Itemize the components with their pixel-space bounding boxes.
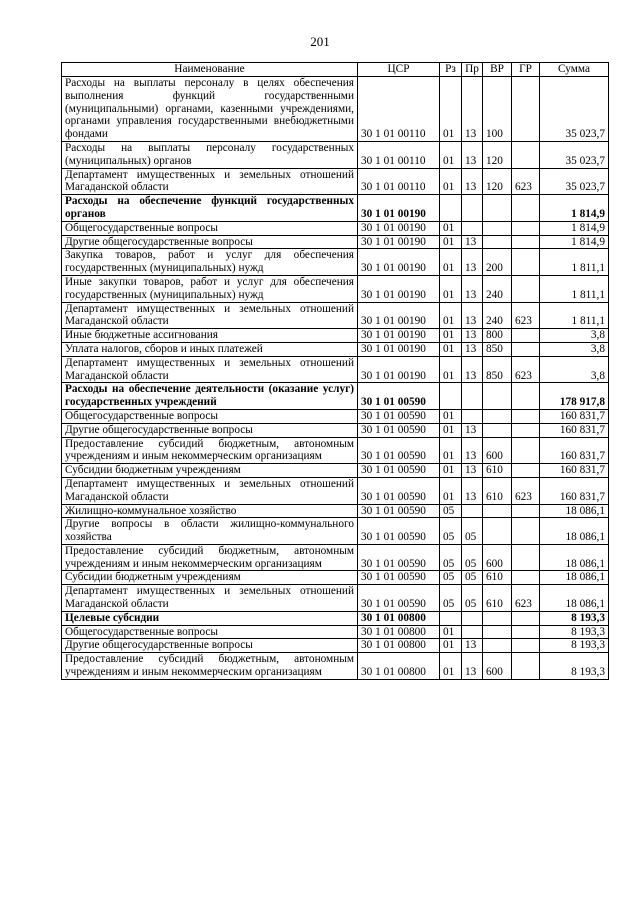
row-rz-cell: 05: [440, 571, 462, 585]
row-vr-cell: [483, 639, 512, 653]
table-row: [62, 518, 609, 545]
row-vr-cell: 240: [483, 302, 512, 329]
table-row: [62, 653, 609, 680]
row-name-cell: Департамент имущественных и земельных отношений Магаданской области: [62, 168, 358, 195]
table-row: [62, 437, 609, 464]
row-sum-cell: 18 086,1: [540, 571, 609, 585]
row-gr-cell: [512, 141, 540, 168]
table-row: [62, 423, 609, 437]
row-sum-cell: 8 193,3: [540, 639, 609, 653]
row-csr-cell: 30 1 01 00590: [358, 518, 440, 545]
row-sum-cell: 160 831,7: [540, 423, 609, 437]
row-vr-cell: 200: [483, 249, 512, 276]
row-gr-cell: [512, 437, 540, 464]
row-pr-cell: 13: [462, 235, 483, 249]
row-sum-cell: 1 811,1: [540, 275, 609, 302]
row-vr-cell: [483, 221, 512, 235]
row-sum-cell: 1 814,9: [540, 235, 609, 249]
row-pr-cell: 13: [462, 141, 483, 168]
table-row: [62, 544, 609, 571]
row-rz-cell: 01: [440, 653, 462, 680]
row-rz-cell: 01: [440, 77, 462, 142]
row-rz-cell: 01: [440, 342, 462, 356]
row-gr-cell: [512, 409, 540, 423]
row-gr-cell: [512, 342, 540, 356]
row-csr-cell: 30 1 01 00190: [358, 221, 440, 235]
row-sum-cell: 1 811,1: [540, 249, 609, 276]
row-rz-cell: 01: [440, 409, 462, 423]
row-sum-cell: 1 814,9: [540, 221, 609, 235]
row-csr-cell: 30 1 01 00590: [358, 383, 440, 410]
row-gr-cell: [512, 383, 540, 410]
row-sum-cell: 8 193,3: [540, 625, 609, 639]
row-pr-cell: 13: [462, 302, 483, 329]
row-sum-cell: 160 831,7: [540, 437, 609, 464]
row-csr-cell: 30 1 01 00190: [358, 195, 440, 222]
row-pr-cell: 13: [462, 168, 483, 195]
table-row: [62, 409, 609, 423]
budget-table: [61, 62, 609, 680]
row-pr-cell: [462, 409, 483, 423]
row-vr-cell: 600: [483, 653, 512, 680]
row-rz-cell: 01: [440, 625, 462, 639]
row-csr-cell: 30 1 01 00590: [358, 571, 440, 585]
row-vr-cell: [483, 409, 512, 423]
row-name-cell: Иные бюджетные ассигнования: [62, 329, 358, 343]
row-name-cell: Расходы на обеспечение функций государственных органов: [62, 195, 358, 222]
row-name-cell: Общегосударственные вопросы: [62, 625, 358, 639]
table-row: [62, 329, 609, 343]
row-gr-cell: [512, 249, 540, 276]
table-row: [62, 383, 609, 410]
row-csr-cell: 30 1 01 00590: [358, 477, 440, 504]
row-vr-cell: 610: [483, 477, 512, 504]
row-rz-cell: 05: [440, 518, 462, 545]
row-csr-cell: 30 1 01 00190: [358, 329, 440, 343]
row-name-cell: Целевые субсидии: [62, 611, 358, 625]
row-pr-cell: [462, 221, 483, 235]
row-rz-cell: [440, 611, 462, 625]
row-name-cell: Другие вопросы в области жилищно-коммунального хозяйства: [62, 518, 358, 545]
column-header-sum: Сумма: [540, 63, 609, 77]
row-vr-cell: [483, 518, 512, 545]
row-csr-cell: 30 1 01 00800: [358, 653, 440, 680]
row-vr-cell: [483, 625, 512, 639]
row-pr-cell: 13: [462, 249, 483, 276]
row-sum-cell: 3,8: [540, 342, 609, 356]
row-pr-cell: [462, 195, 483, 222]
row-vr-cell: [483, 235, 512, 249]
table-row: [62, 249, 609, 276]
row-name-cell: Расходы на выплаты персоналу в целях обеспечения выполнения функций государственными (муниципальными) органами, казенными учреждениями, органами управления государственными внебюджетными фондами: [62, 77, 358, 142]
row-csr-cell: 30 1 01 00190: [358, 356, 440, 383]
table-row: [62, 235, 609, 249]
row-csr-cell: 30 1 01 00190: [358, 275, 440, 302]
table-row: [62, 611, 609, 625]
row-sum-cell: 18 086,1: [540, 518, 609, 545]
row-rz-cell: 01: [440, 477, 462, 504]
row-name-cell: Предоставление субсидий бюджетным, автономным учреждениям и иным некоммерческим организациям: [62, 653, 358, 680]
row-gr-cell: [512, 423, 540, 437]
row-gr-cell: [512, 625, 540, 639]
column-header-vr: ВР: [483, 63, 512, 77]
row-sum-cell: 8 193,3: [540, 611, 609, 625]
row-csr-cell: 30 1 01 00190: [358, 342, 440, 356]
row-vr-cell: 800: [483, 329, 512, 343]
row-pr-cell: 05: [462, 571, 483, 585]
row-gr-cell: 623: [512, 477, 540, 504]
row-sum-cell: 18 086,1: [540, 504, 609, 518]
row-vr-cell: 600: [483, 437, 512, 464]
row-gr-cell: [512, 235, 540, 249]
row-csr-cell: 30 1 01 00590: [358, 585, 440, 612]
row-name-cell: Департамент имущественных и земельных отношений Магаданской области: [62, 477, 358, 504]
row-sum-cell: 1 811,1: [540, 302, 609, 329]
row-vr-cell: 100: [483, 77, 512, 142]
table-row: [62, 168, 609, 195]
row-vr-cell: 120: [483, 168, 512, 195]
table-row: [62, 195, 609, 222]
row-rz-cell: 05: [440, 504, 462, 518]
column-header-gr: ГР: [512, 63, 540, 77]
table-body: [62, 77, 609, 680]
row-sum-cell: 3,8: [540, 329, 609, 343]
row-rz-cell: 01: [440, 437, 462, 464]
row-name-cell: Предоставление субсидий бюджетным, автономным учреждениям и иным некоммерческим организациям: [62, 544, 358, 571]
row-sum-cell: 160 831,7: [540, 409, 609, 423]
row-name-cell: Закупка товаров, работ и услуг для обеспечения государственных (муниципальных) нужд: [62, 249, 358, 276]
row-pr-cell: [462, 383, 483, 410]
row-rz-cell: 01: [440, 249, 462, 276]
row-pr-cell: 13: [462, 653, 483, 680]
row-csr-cell: 30 1 01 00190: [358, 235, 440, 249]
row-rz-cell: 05: [440, 544, 462, 571]
row-gr-cell: [512, 275, 540, 302]
row-csr-cell: 30 1 01 00590: [358, 464, 440, 478]
row-pr-cell: 13: [462, 477, 483, 504]
row-csr-cell: 30 1 01 00590: [358, 409, 440, 423]
row-vr-cell: [483, 195, 512, 222]
table-row: [62, 302, 609, 329]
column-header-rz: Рз: [440, 63, 462, 77]
table-row: [62, 571, 609, 585]
row-csr-cell: 30 1 01 00590: [358, 437, 440, 464]
row-vr-cell: 850: [483, 356, 512, 383]
row-name-cell: Жилищно-коммунальное хозяйство: [62, 504, 358, 518]
row-rz-cell: 01: [440, 275, 462, 302]
row-rz-cell: 01: [440, 221, 462, 235]
row-sum-cell: 178 917,8: [540, 383, 609, 410]
row-name-cell: Предоставление субсидий бюджетным, автономным учреждениям и иным некоммерческим организациям: [62, 437, 358, 464]
row-name-cell: Департамент имущественных и земельных отношений Магаданской области: [62, 585, 358, 612]
table-row: [62, 275, 609, 302]
row-vr-cell: [483, 383, 512, 410]
row-pr-cell: 13: [462, 275, 483, 302]
row-sum-cell: 18 086,1: [540, 585, 609, 612]
row-gr-cell: 623: [512, 168, 540, 195]
row-name-cell: Департамент имущественных и земельных отношений Магаданской области: [62, 302, 358, 329]
row-sum-cell: 35 023,7: [540, 168, 609, 195]
row-pr-cell: 13: [462, 77, 483, 142]
table-header-row: [62, 63, 609, 77]
row-pr-cell: 13: [462, 639, 483, 653]
row-name-cell: Другие общегосударственные вопросы: [62, 423, 358, 437]
column-header-pr: Пр: [462, 63, 483, 77]
row-rz-cell: 01: [440, 141, 462, 168]
row-rz-cell: 01: [440, 329, 462, 343]
table-row: [62, 342, 609, 356]
row-csr-cell: 30 1 01 00590: [358, 423, 440, 437]
table-row: [62, 356, 609, 383]
row-gr-cell: [512, 518, 540, 545]
row-pr-cell: [462, 625, 483, 639]
row-vr-cell: 120: [483, 141, 512, 168]
row-gr-cell: 623: [512, 356, 540, 383]
row-vr-cell: 610: [483, 464, 512, 478]
row-rz-cell: [440, 195, 462, 222]
row-name-cell: Субсидии бюджетным учреждениям: [62, 464, 358, 478]
table-row: [62, 141, 609, 168]
row-sum-cell: 3,8: [540, 356, 609, 383]
row-vr-cell: 240: [483, 275, 512, 302]
row-name-cell: Другие общегосударственные вопросы: [62, 235, 358, 249]
row-name-cell: Общегосударственные вопросы: [62, 409, 358, 423]
row-vr-cell: 600: [483, 544, 512, 571]
row-gr-cell: [512, 653, 540, 680]
table-row: [62, 464, 609, 478]
table-row: [62, 625, 609, 639]
row-pr-cell: 13: [462, 329, 483, 343]
row-csr-cell: 30 1 01 00190: [358, 302, 440, 329]
row-sum-cell: 8 193,3: [540, 653, 609, 680]
column-header-csr: ЦСР: [358, 63, 440, 77]
row-vr-cell: [483, 611, 512, 625]
row-pr-cell: 13: [462, 423, 483, 437]
page-number: 201: [310, 34, 330, 49]
row-name-cell: Субсидии бюджетным учреждениям: [62, 571, 358, 585]
row-gr-cell: 623: [512, 302, 540, 329]
row-sum-cell: 160 831,7: [540, 477, 609, 504]
table-row: [62, 221, 609, 235]
row-rz-cell: 01: [440, 639, 462, 653]
row-vr-cell: [483, 504, 512, 518]
row-csr-cell: 30 1 01 00190: [358, 249, 440, 276]
row-name-cell: Расходы на обеспечение деятельности (оказание услуг) государственных учреждений: [62, 383, 358, 410]
row-sum-cell: 160 831,7: [540, 464, 609, 478]
table-row: [62, 77, 609, 142]
row-name-cell: Департамент имущественных и земельных отношений Магаданской области: [62, 356, 358, 383]
row-sum-cell: 35 023,7: [540, 141, 609, 168]
row-pr-cell: [462, 504, 483, 518]
row-gr-cell: [512, 571, 540, 585]
row-rz-cell: 01: [440, 423, 462, 437]
row-rz-cell: 01: [440, 235, 462, 249]
row-rz-cell: 05: [440, 585, 462, 612]
column-header-name: Наименование: [62, 63, 358, 77]
table-row: [62, 639, 609, 653]
row-rz-cell: [440, 383, 462, 410]
row-csr-cell: 30 1 01 00110: [358, 141, 440, 168]
row-name-cell: Иные закупки товаров, работ и услуг для обеспечения государственных (муниципальных) нужд: [62, 275, 358, 302]
row-pr-cell: 05: [462, 585, 483, 612]
row-pr-cell: 13: [462, 464, 483, 478]
row-gr-cell: [512, 195, 540, 222]
row-rz-cell: 01: [440, 302, 462, 329]
row-pr-cell: 13: [462, 356, 483, 383]
row-rz-cell: 01: [440, 464, 462, 478]
row-sum-cell: 18 086,1: [540, 544, 609, 571]
row-vr-cell: [483, 423, 512, 437]
row-name-cell: Расходы на выплаты персоналу государственных (муниципальных) органов: [62, 141, 358, 168]
row-rz-cell: 01: [440, 168, 462, 195]
row-gr-cell: [512, 611, 540, 625]
row-csr-cell: 30 1 01 00590: [358, 544, 440, 571]
row-sum-cell: 1 814,9: [540, 195, 609, 222]
row-csr-cell: 30 1 01 00110: [358, 77, 440, 142]
row-csr-cell: 30 1 01 00590: [358, 504, 440, 518]
row-csr-cell: 30 1 01 00800: [358, 611, 440, 625]
row-vr-cell: 610: [483, 571, 512, 585]
row-csr-cell: 30 1 01 00800: [358, 625, 440, 639]
row-gr-cell: [512, 464, 540, 478]
table-row: [62, 504, 609, 518]
row-pr-cell: 13: [462, 437, 483, 464]
row-vr-cell: 610: [483, 585, 512, 612]
row-gr-cell: 623: [512, 585, 540, 612]
row-gr-cell: [512, 504, 540, 518]
row-gr-cell: [512, 544, 540, 571]
row-gr-cell: [512, 77, 540, 142]
row-rz-cell: 01: [440, 356, 462, 383]
row-name-cell: Общегосударственные вопросы: [62, 221, 358, 235]
row-gr-cell: [512, 221, 540, 235]
row-gr-cell: [512, 329, 540, 343]
row-pr-cell: 05: [462, 518, 483, 545]
row-csr-cell: 30 1 01 00110: [358, 168, 440, 195]
row-pr-cell: [462, 611, 483, 625]
table-row: [62, 585, 609, 612]
row-pr-cell: 05: [462, 544, 483, 571]
row-csr-cell: 30 1 01 00800: [358, 639, 440, 653]
row-name-cell: Другие общегосударственные вопросы: [62, 639, 358, 653]
table-row: [62, 477, 609, 504]
row-pr-cell: 13: [462, 342, 483, 356]
row-vr-cell: 850: [483, 342, 512, 356]
row-name-cell: Уплата налогов, сборов и иных платежей: [62, 342, 358, 356]
row-sum-cell: 35 023,7: [540, 77, 609, 142]
row-gr-cell: [512, 639, 540, 653]
